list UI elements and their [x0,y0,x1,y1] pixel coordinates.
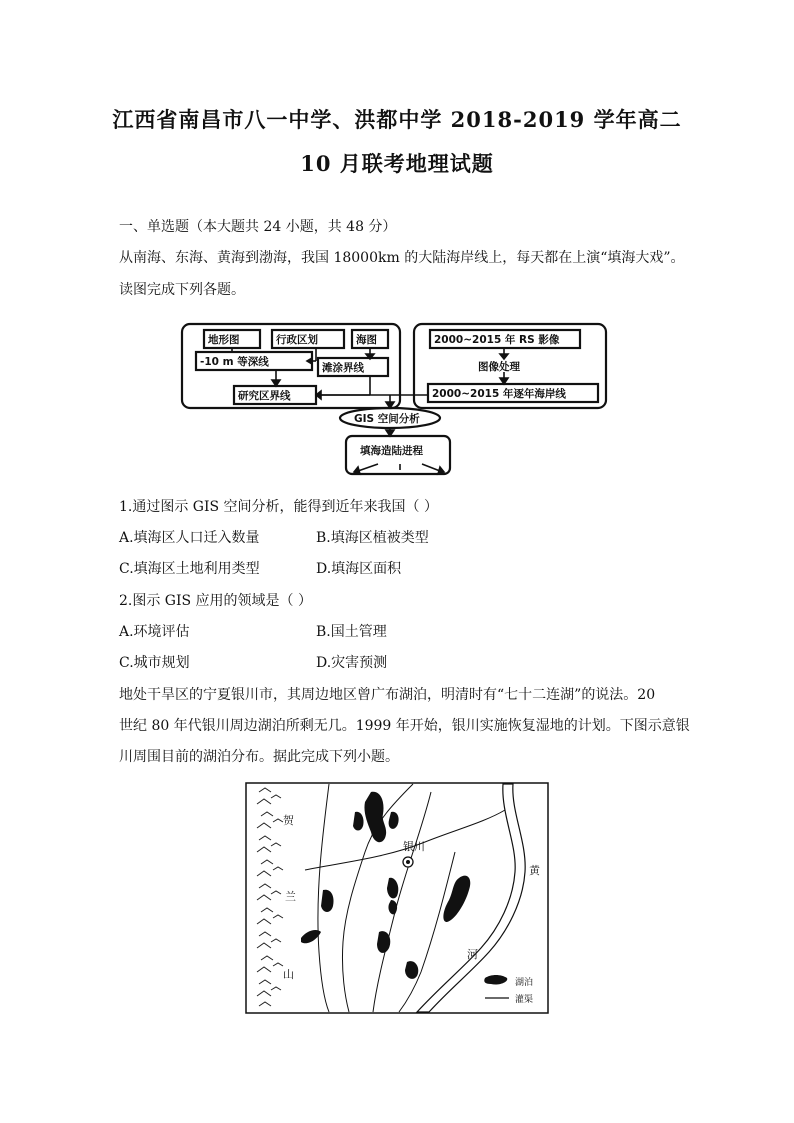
label-rs: 2000~2015 年 RS 影像 [434,334,560,346]
passage2-line3: 川周围目前的湖泊分布。据此完成下列小题。 [119,749,399,765]
yinchuan-lakes-map [245,782,549,1014]
section-heading: 一、单选题（本大题共 24 小题，共 48 分） [119,219,397,235]
mountain-label-lan: 兰 [285,890,296,903]
label-coast: 2000~2015 年逐年海岸线 [432,388,566,400]
label-study: 研究区界线 [238,390,291,402]
label-process: 图像处理 [478,361,520,373]
river-label-he: 河 [467,948,478,961]
label-beach: 滩涂界线 [322,362,364,374]
q1-option-c[interactable]: C.填海区土地利用类型 [119,561,260,577]
mountain-label-shan: 山 [283,968,294,981]
mountain-label-he: 贺 [283,814,294,827]
label-admin: 行政区划 [276,334,318,346]
q2-stem: 2.图示 GIS 应用的领域是（ ） [119,593,313,609]
river-label-huang: 黄 [529,864,540,877]
passage2-line1: 地处干旱区的宁夏银川市，其周边地区曾广布湖泊，明清时有“七十二连湖”的说法。20 [119,687,656,703]
label-reclaim: 填海造陆进程 [360,445,423,457]
q1-option-d[interactable]: D.填海区面积 [316,561,402,577]
doc-title-line1: 江西省南昌市八一中学、洪都中学 2018-2019 学年高二 [112,107,682,132]
gis-flowchart [178,318,610,488]
passage2-line2: 世纪 80 年代银川周边湖泊所剩无几。1999 年开始，银川实施恢复湿地的计划。下图示意银 [119,718,690,734]
q2-option-a[interactable]: A.环境评估 [119,624,190,640]
legend-canal-label: 灌渠 [515,995,534,1005]
legend-lake-label: 湖泊 [515,978,534,988]
label-depth: -10 m 等深线 [200,356,269,368]
label-gis: GIS 空间分析 [354,413,420,425]
city-label: 银川 [403,840,425,853]
label-seamap: 海图 [356,334,377,346]
q1-option-b[interactable]: B.填海区植被类型 [316,530,429,546]
q1-option-a[interactable]: A.填海区人口迁入数量 [119,530,260,546]
q2-option-b[interactable]: B.国土管理 [316,624,387,640]
doc-title-line2: 10 月联考地理试题 [300,151,494,176]
q2-option-d[interactable]: D.灾害预测 [316,655,388,671]
passage1-line2: 读图完成下列各题。 [119,282,245,298]
label-terrain: 地形图 [208,334,240,346]
passage1-line1: 从南海、东海、黄海到渤海，我国 18000km 的大陆海岸线上，每天都在上演“填海大戏”。 [119,250,685,266]
q1-stem: 1.通过图示 GIS 空间分析，能得到近年来我国（ ） [119,499,439,515]
q2-option-c[interactable]: C.城市规划 [119,655,190,671]
